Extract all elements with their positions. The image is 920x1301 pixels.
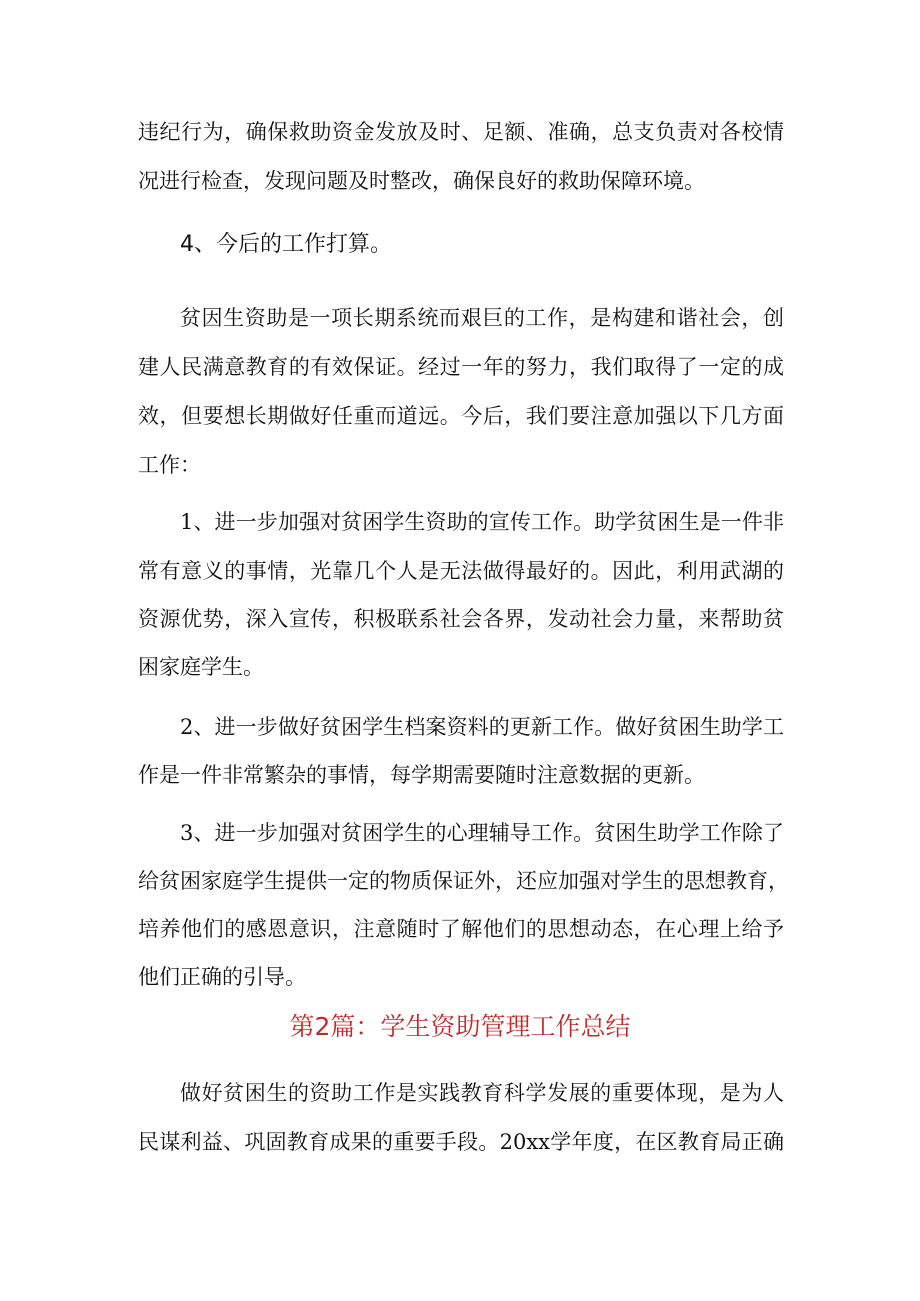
item3-line-4: 他们正确的引导。	[138, 965, 306, 989]
item2-line-1: 2、进一步做好贫困学生档案资料的更新工作。做好贫困生助学工	[180, 715, 784, 739]
section-heading: 4、今后的工作打算。	[180, 232, 392, 257]
item1-line-3: 资源优势，深入宣传，积极联系社会各界，发动社会力量，来帮助贫	[138, 607, 784, 631]
item3-line-3: 培养他们的感恩意识，注意随时了解他们的思想动态，在心理上给予	[138, 917, 784, 941]
chapter-title: 第2篇：学生资助管理工作总结	[289, 1012, 631, 1041]
item3-line-1: 3、进一步加强对贫困学生的心理辅导工作。贫困生助学工作除了	[180, 821, 784, 845]
item3-line-2: 给贫困家庭学生提供一定的物质保证外，还应加强对学生的思想教育，	[138, 869, 789, 893]
para1-line-3: 效，但要想长期做好任重而道远。今后，我们要注意加强以下几方面	[138, 404, 784, 428]
intro-line-1: 违纪行为，确保救助资金发放及时、足额、准确，总支负责对各校情	[138, 120, 784, 144]
intro-line-2: 况进行检查，发现问题及时整改，确保良好的救助保障环境。	[138, 169, 705, 193]
item2-line-2: 作是一件非常繁杂的事情，每学期需要随时注意数据的更新。	[138, 763, 705, 787]
para1-line-1: 贫因生资助是一项长期系统而艰巨的工作，是构建和谐社会，创	[180, 306, 784, 330]
chapter-para-line-1: 做好贫困生的资助工作是实践教育科学发展的重要体现，是为人	[180, 1081, 784, 1105]
para1-line-4: 工作：	[138, 453, 201, 477]
item1-line-4: 困家庭学生。	[138, 655, 264, 679]
chapter-para-line-2: 民谋利益、巩固教育成果的重要手段。20xx学年度，在区教育局正确	[138, 1130, 784, 1154]
para1-line-2: 建人民满意教育的有效保证。经过一年的努力，我们取得了一定的成	[138, 355, 784, 379]
item1-line-2: 常有意义的事情，光靠几个人是无法做得最好的。因此，利用武湖的	[138, 559, 784, 583]
item1-line-1: 1、进一步加强对贫困学生资助的宣传工作。助学贫困生是一件非	[180, 510, 784, 534]
